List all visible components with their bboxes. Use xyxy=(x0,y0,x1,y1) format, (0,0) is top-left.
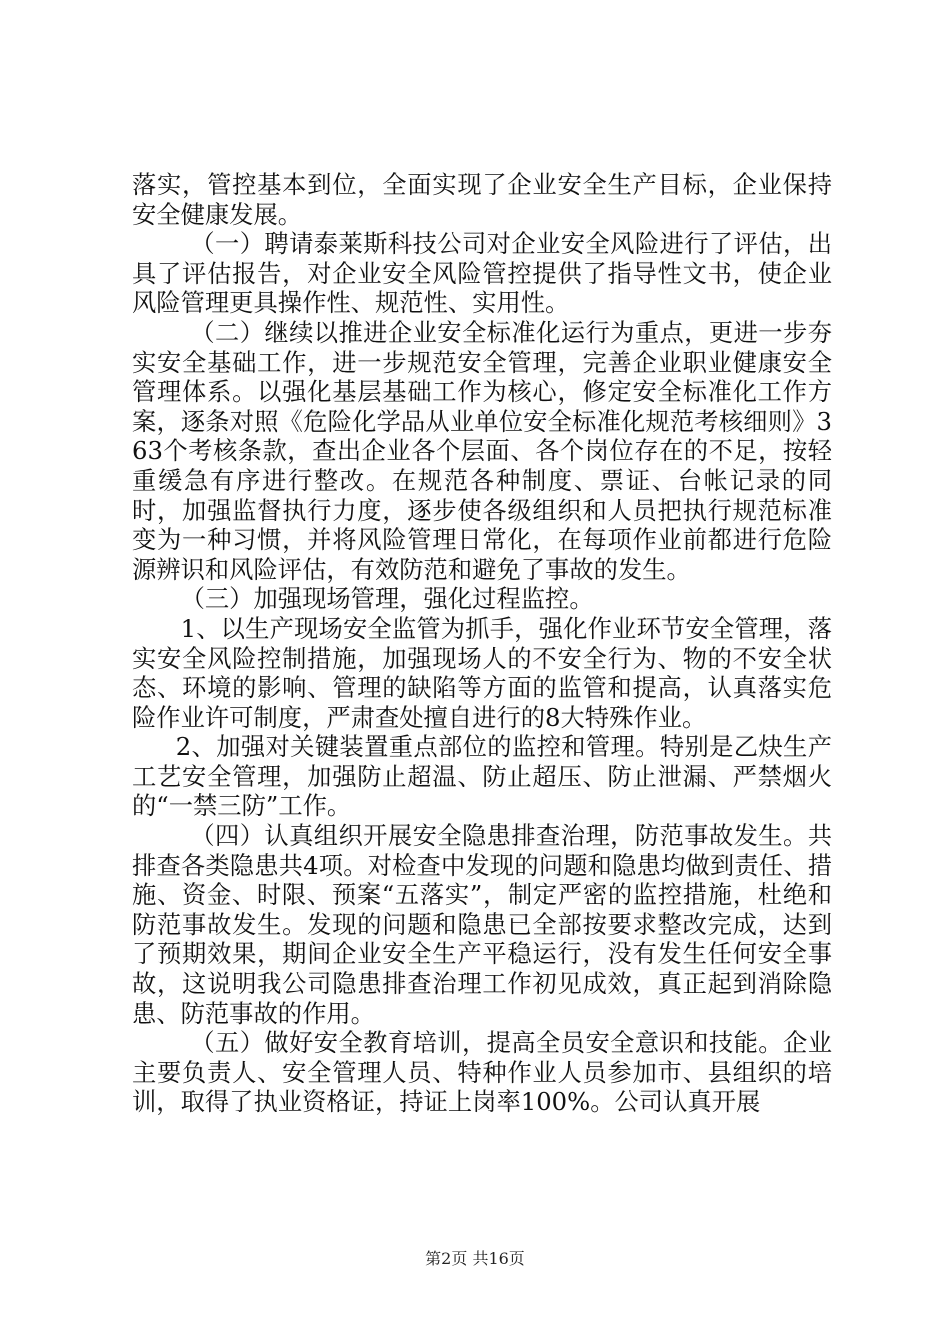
paragraph-section-3-heading: （三）加强现场管理，强化过程监控。 xyxy=(180,584,594,614)
paragraph-item-1: 1、以生产现场安全监管为抓手，强化作业环节安全管理，落实安全风险控制措施，加强现场人的不安全行为、物的不安全状态、环境的影响、管理的缺陷等方面的监管和提高，认真落实危险作业许可制度，严肃查处擅自进行的8大特殊作业。 xyxy=(132,613,832,732)
paragraph-section-5: （五）做好安全教育培训，提高全员安全意识和技能。企业主要负责人、安全管理人员、特种作业人员参加市、县组织的培训，取得了执业资格证，持证上岗率100%。公司认真开展 xyxy=(132,1028,832,1117)
paragraph-section-2: （二）继续以推进企业安全标准化运行为重点，更进一步夯实安全基础工作，进一步规范安全管理，完善企业职业健康安全管理体系。以强化基层基础工作为核心，修定安全标准化工作方案，逐条对照《危险化学品从业单位安全标准化规范考核细则》363个考核条款，查出企业各个层面、各个岗位存在的不足，按轻重缓急有序进行整改。在规范各种制度、票证、台帐记录的同时，加强监督执行力度，逐步使各级组织和人员把执行规范标准变为一种习惯，并将风险管理日常化，在每项作业前都进行危险源辨识和风险评估，有效防范和避免了事故的发生。 xyxy=(132,317,832,584)
paragraph-item-2: 2、加强对关键装置重点部位的监控和管理。特别是乙炔生产工艺安全管理，加强防止超温、防止超压、防止泄漏、严禁烟火的“一禁三防”工作。 xyxy=(132,732,832,821)
paragraph-continuation: 落实，管控基本到位，全面实现了企业安全生产目标，企业保持安全健康发展。 xyxy=(132,170,832,229)
paragraph-section-4: （四）认真组织开展安全隐患排查治理，防范事故发生。共排查各类隐患共4项。对检查中发现的问题和隐患均做到责任、措施、资金、时限、预案“五落实”，制定严密的监控措施，杜绝和防范事故发生。发现的问题和隐患已全部按要求整改完成，达到了预期效果，期间企业安全生产平稳运行，没有发生任何安全事故，这说明我公司隐患排查治理工作初见成效，真正起到消除隐患、防范事故的作用。 xyxy=(132,821,832,1028)
document-body xyxy=(132,170,832,1117)
paragraph-section-1: （一）聘请泰莱斯科技公司对企业安全风险进行了评估，出具了评估报告，对企业安全风险管控提供了指导性文书，使企业风险管理更具操作性、规范性、实用性。 xyxy=(132,229,832,318)
page-number-footer: 第2页 共16页 xyxy=(425,1249,525,1268)
